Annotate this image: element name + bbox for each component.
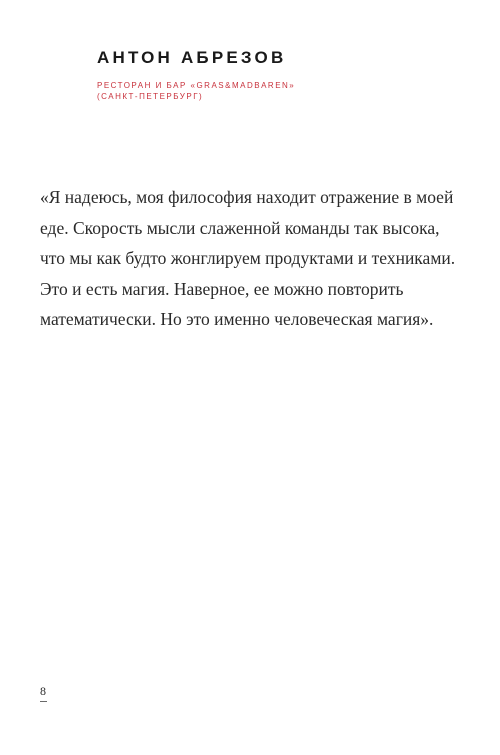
affiliation-line-1: РЕСТОРАН И БАР «GRAS&MADBAREN» xyxy=(97,81,296,90)
page-number: 8 xyxy=(40,684,46,698)
quote-line: Это и есть магия. Наверное, ее можно повторить xyxy=(40,278,404,299)
affiliation-line-2: (САНКТ-ПЕТЕРБУРГ) xyxy=(97,92,204,101)
page-number-rule xyxy=(40,701,47,702)
author-affiliation xyxy=(97,80,457,102)
author-name: АНТОН АБРЕЗОВ xyxy=(97,48,287,67)
quote-line: «Я надеюсь, моя философия находит отражение в моей xyxy=(40,187,454,207)
author-header xyxy=(97,48,457,102)
quote-line: еде. Скорость мысли слаженной команды так высока, xyxy=(40,217,440,238)
quote-text xyxy=(40,182,470,335)
quote-line: математически. Но это именно человеческая магия». xyxy=(40,309,434,329)
quote-line: что мы как будто жонглируем продуктами и техниками. xyxy=(40,248,456,268)
